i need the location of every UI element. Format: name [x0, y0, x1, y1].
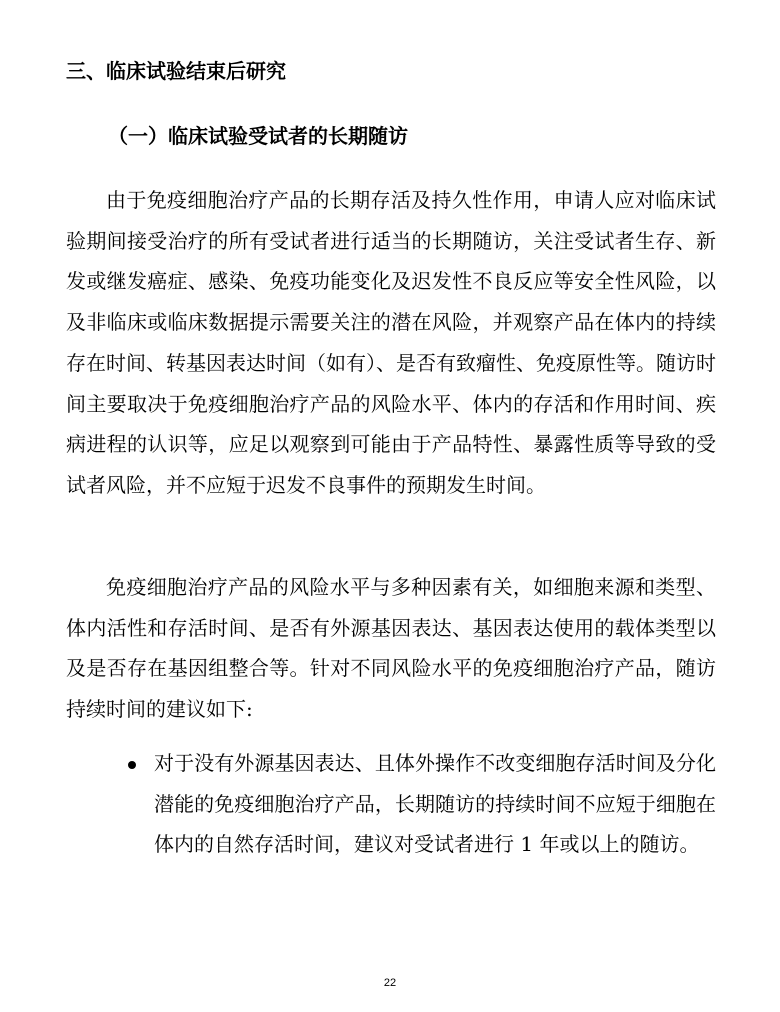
body-paragraph-1: 由于免疫细胞治疗产品的长期存活及持久性作用，申请人应对临床试验期间接受治疗的所有受试者进行适当的长期随访，关注受试者生存、新发或继发癌症、感染、免疫功能变化及迟发性不良反应等安全性风险，以及非临床或临床数据提示需要关注的潜在风险，并观察产品在体内的持续存在时间、转基因表达时间（如有）、是否有致瘤性、免疫原性等。随访时间主要取决于免疫细胞治疗产品的风险水平、体内的存活和作用时间、疾病进程的认识等，应足以观察到可能由于产品特性、暴露性质等导致的受试者风险，并不应短于迟发不良事件的预期发生时间。 [66, 188, 716, 497]
bullet-item-1: 对于没有外源基因表达、且体外操作不改变细胞存活时间及分化潜能的免疫细胞治疗产品，长期随访的持续时间不应短于细胞在体内的自然存活时间，建议对受试者进行 1 年或以上的随访。 [154, 751, 716, 856]
subsection-heading: （一）临床试验受试者的长期随访 [108, 124, 408, 148]
page-number: 22 [383, 977, 397, 989]
bullet-dot-icon [128, 761, 136, 769]
section-heading: 三、临床试验结束后研究 [66, 59, 286, 83]
body-paragraph-2: 免疫细胞治疗产品的风险水平与多种因素有关，如细胞来源和类型、体内活性和存活时间、是否有外源基因表达、基因表达使用的载体类型以及是否存在基因组整合等。针对不同风险水平的免疫细胞治疗产品，随访持续时间的建议如下: [66, 575, 716, 722]
